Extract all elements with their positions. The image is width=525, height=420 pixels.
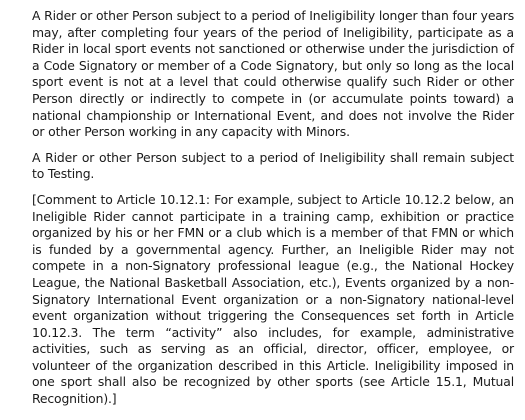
paragraph-subject-to-testing: A Rider or other Person subject to a period of Ineligibility shall remain subject to Testing. [32,149,514,182]
document-page [32,8,514,417]
paragraph-ineligibility-local-events: A Rider or other Person subject to a period of Ineligibility longer than four years may, after completing four years of the period of Ineligibility, participate as a Rider in local sport events not sanctioned or otherwise under the jurisdiction of a Code Signatory or member of a Code Signatory, but only so long as the local sport event is not at a level that could otherwise qualify such Rider or other Person directly or indirectly to compete in (or accumulate points toward) a national championship or International Event, and does not involve the Rider or other Person working in any capacity with Minors. [32,8,514,140]
paragraph-comment-article-10-12-1: [Comment to Article 10.12.1: For example, subject to Article 10.12.2 below, an Ineligible Rider cannot participate in a training camp, exhibition or practice organized by his or her FMN or a club which is a member of that FMN or which is funded by a governmental agency. Further, an Ineligible Rider may not compete in a non-Signatory professional league (e.g., the National Hockey League, the National Basketball Association, etc.), Events organized by a non-Signatory International Event organization or a non-Signatory national-level event organization without triggering the Consequences set forth in Article 10.12.3. The term “activity” also includes, for example, administrative activities, such as serving as an official, director, officer, employee, or volunteer of the organization described in this Article. Ineligibility imposed in one sport shall also be recognized by other sports (see Article 15.1, Mutual Recognition).] [32,191,514,407]
